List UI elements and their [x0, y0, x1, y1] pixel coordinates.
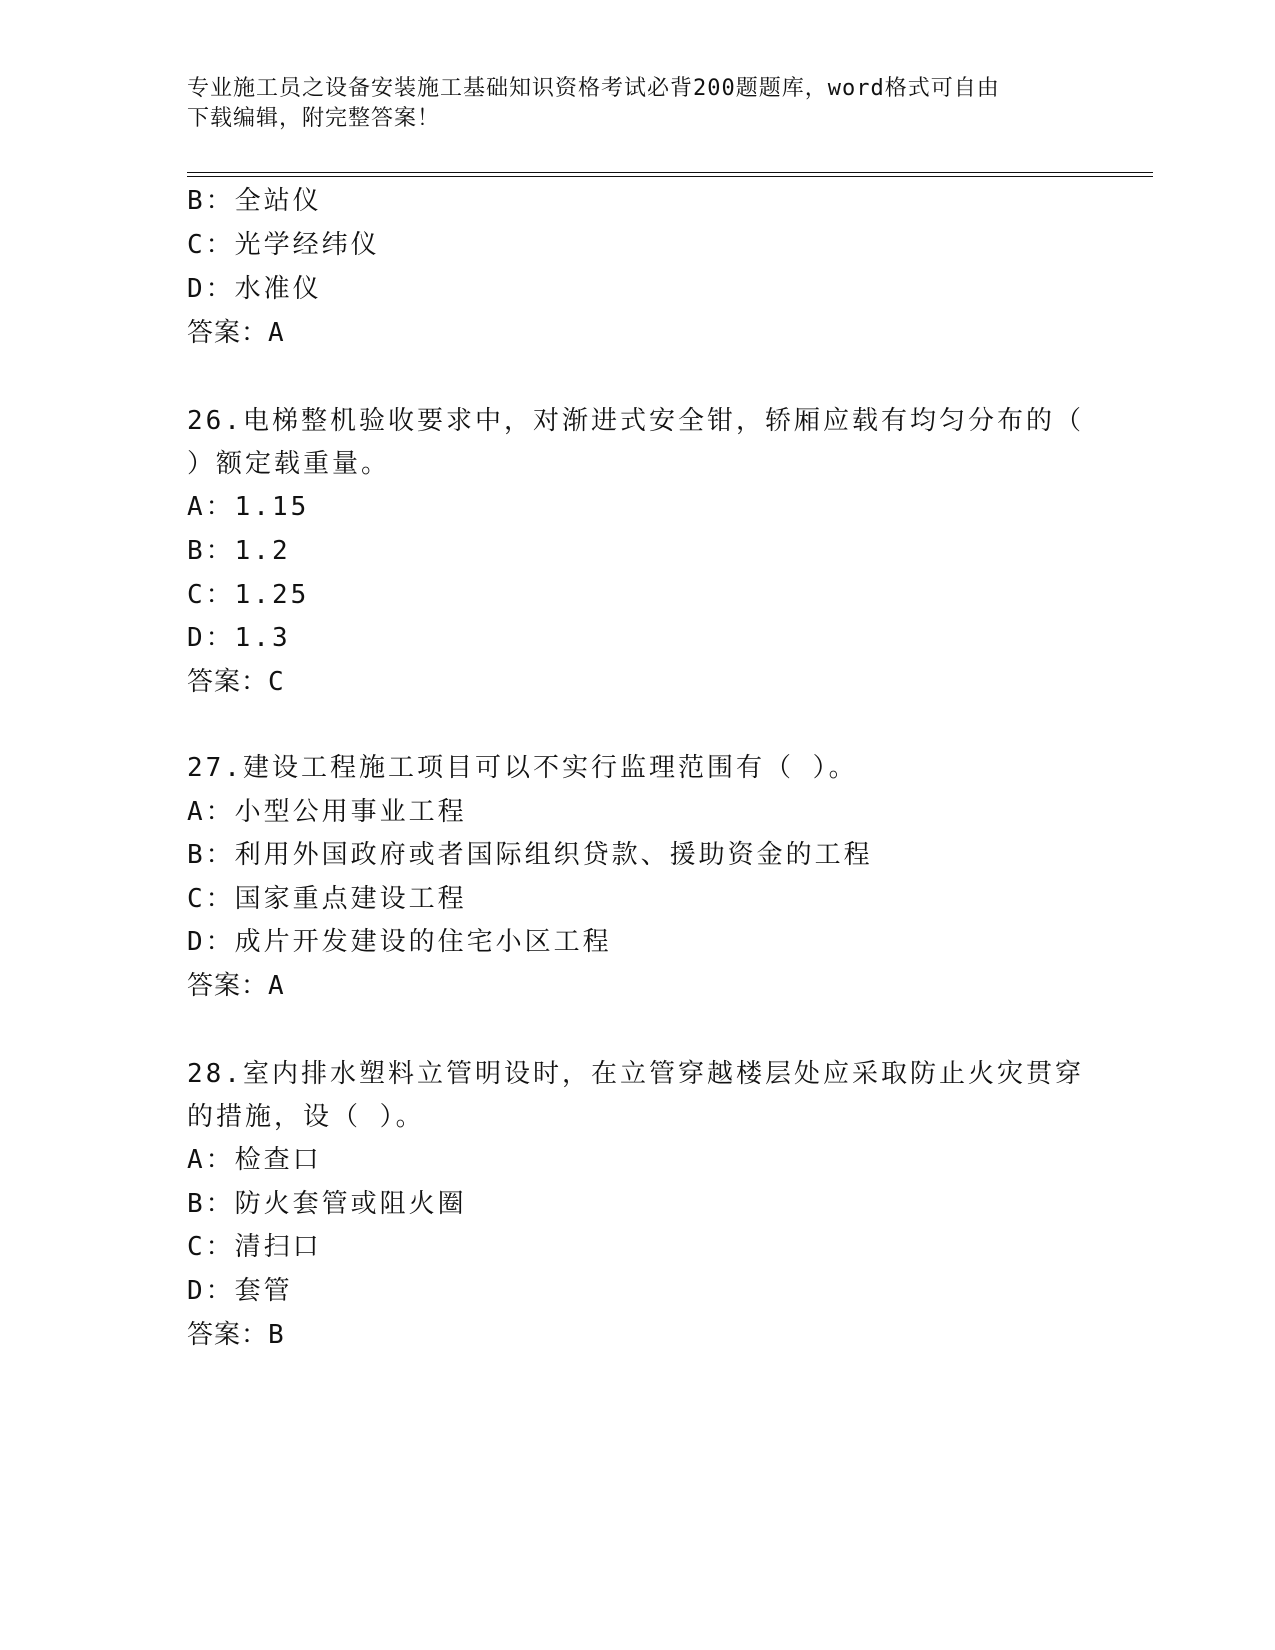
question-stem: 26.电梯整机验收要求中，对渐进式安全钳，轿厢应载有均匀分布的（ [187, 406, 1084, 436]
header-divider-bottom [187, 176, 1153, 177]
option-b: B：1.2 [187, 536, 291, 566]
answer: 答案：A [187, 318, 285, 348]
option-c: C：光学经纬仪 [187, 230, 380, 260]
option-a: A：1.15 [187, 492, 310, 522]
answer: 答案：A [187, 971, 285, 1001]
header-divider-top [187, 172, 1153, 173]
option-c: C：国家重点建设工程 [187, 884, 467, 914]
option-a: A：检查口 [187, 1145, 322, 1175]
header-line-2: 下载编辑，附完整答案！ [187, 106, 441, 131]
header-line-1: 专业施工员之设备安装施工基础知识资格考试必背200题题库，word格式可自由 [187, 76, 1000, 101]
option-c: C：清扫口 [187, 1232, 322, 1262]
question-stem: 28.室内排水塑料立管明设时，在立管穿越楼层处应采取防止火灾贯穿 [187, 1059, 1084, 1089]
question-stem-continued: 的措施，设（ ）。 [187, 1102, 425, 1132]
option-d: D：1.3 [187, 623, 291, 653]
option-c: C：1.25 [187, 580, 310, 610]
option-d: D：成片开发建设的住宅小区工程 [187, 927, 612, 957]
answer: 答案：B [187, 1320, 285, 1350]
option-a: A：小型公用事业工程 [187, 797, 467, 827]
option-d: D：套管 [187, 1276, 293, 1306]
document-header [187, 74, 1067, 134]
question-stem-continued: ）额定载重量。 [187, 449, 391, 479]
option-d: D：水准仪 [187, 274, 322, 304]
option-b: B：全站仪 [187, 186, 322, 216]
option-b: B：防火套管或阻火圈 [187, 1189, 467, 1219]
option-b: B：利用外国政府或者国际组织贷款、援助资金的工程 [187, 840, 873, 870]
answer: 答案：C [187, 667, 285, 697]
question-stem: 27.建设工程施工项目可以不实行监理范围有（ ）。 [187, 753, 858, 783]
